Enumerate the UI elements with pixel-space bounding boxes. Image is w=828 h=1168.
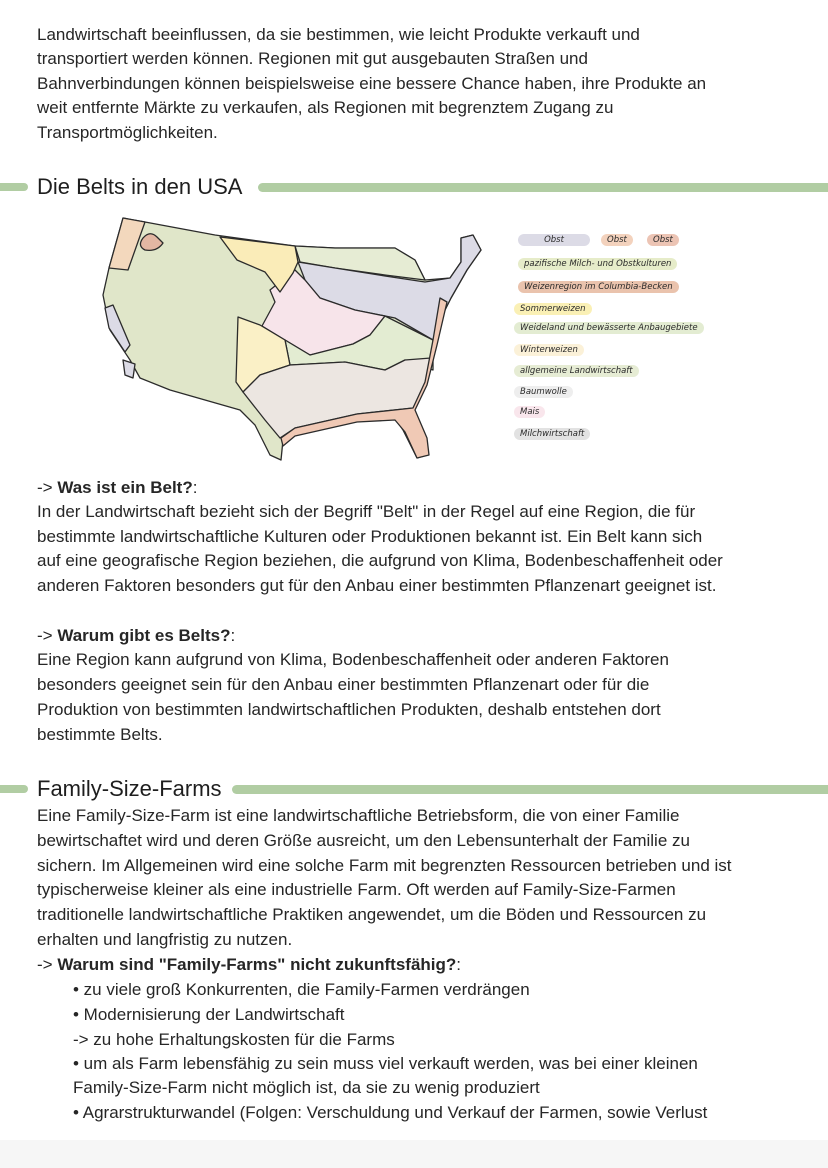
section-heading-belts xyxy=(0,172,828,202)
text-line: transportiert werden können. Regionen mit gut ausgebauten Straßen und xyxy=(37,49,588,68)
legend-item: allgemeine Landwirtschaft xyxy=(514,365,639,377)
legend-item: Mais xyxy=(514,406,545,418)
bullet-item: • Modernisierung der Landwirtschaft xyxy=(73,1005,345,1024)
bullet-item: • Agrarstrukturwandel (Folgen: Verschuldung und Verkauf der Farmen, sowie Verlust xyxy=(73,1103,708,1122)
question-label: Warum sind "Family-Farms" nicht zukunftsfähig? xyxy=(57,955,457,974)
bullet-item: • zu viele groß Konkurrenten, die Family-Farmen verdrängen xyxy=(73,980,530,999)
question-line xyxy=(37,626,235,646)
colon: : xyxy=(230,626,236,645)
text-line: typischerweise kleiner als eine industrielle Farm. Oft werden auf Family-Size-Farmen xyxy=(37,880,676,899)
legend-item: Winterweizen xyxy=(514,344,584,356)
arrow-prefix: -> xyxy=(37,626,58,645)
text-line: bestimmte landwirtschaftliche Kulturen oder Produktionen bekannt ist. Ein Belt kann sich xyxy=(37,527,703,546)
legend-item: Weizenregion im Columbia-Becken xyxy=(518,281,679,293)
legend-obst-3: Obst xyxy=(647,234,679,246)
legend-item: Sommerweizen xyxy=(514,303,592,315)
text-line: besonders geeignet sein für den Anbau einer bestimmten Pflanzenart oder für die xyxy=(37,675,650,694)
text-line: Produktion von bestimmten landwirtschaftlichen Produkten, deshalb entstehen dort xyxy=(37,700,661,719)
text-line: Eine Family-Size-Farm ist eine landwirtschaftliche Betriebsform, die von einer Familie xyxy=(37,806,680,825)
text-line: In der Landwirtschaft bezieht sich der Begriff "Belt" in der Regel auf eine Region, die für xyxy=(37,502,696,521)
bullet-item: • um als Farm lebensfähig zu sein muss viel verkauft werden, was bei einer kleinen xyxy=(73,1054,698,1073)
text-line: erhalten und langfristig zu nutzen. xyxy=(37,930,293,949)
colon: : xyxy=(192,478,198,497)
legend-item: pazifische Milch- und Obstkulturen xyxy=(518,258,677,270)
question-label: Was ist ein Belt? xyxy=(57,478,193,497)
bullet-item: Family-Size-Farm nicht möglich ist, da sie zu wenig produziert xyxy=(73,1078,540,1097)
heading-bar-right xyxy=(258,183,828,192)
arrow-prefix: -> xyxy=(37,478,58,497)
text-line: bewirtschaftet wird und deren Größe ausreicht, um den Lebensunterhalt der Familie zu xyxy=(37,831,690,850)
legend-item: Weideland und bewässerte Anbaugebiete xyxy=(514,322,704,334)
arrow-prefix: -> xyxy=(37,955,58,974)
legend-obst-2: Obst xyxy=(601,234,633,246)
text-line: bestimmte Belts. xyxy=(37,725,163,744)
heading-title: Die Belts in den USA xyxy=(37,174,243,199)
legend-item: Baumwolle xyxy=(514,386,573,398)
legend-obst-1: Obst xyxy=(518,234,590,246)
section-heading-family-farms xyxy=(0,774,828,804)
usa-belts-map xyxy=(95,210,495,465)
question-line xyxy=(37,478,197,498)
text-line: Bahnverbindungen können beispielsweise eine bessere Chance haben, ihre Produkte an xyxy=(37,74,707,93)
colon: : xyxy=(456,955,462,974)
question-label: Warum gibt es Belts? xyxy=(57,626,231,645)
heading-bar-left xyxy=(0,183,28,191)
text-line: traditionelle landwirtschaftliche Praktiken angewendet, um die Böden und Ressourcen zu xyxy=(37,905,707,924)
heading-bar-right xyxy=(232,785,828,794)
heading-title: Family-Size-Farms xyxy=(37,776,222,801)
text-line: sichern. Im Allgemeinen wird eine solche Farm mit begrenzten Ressourcen betrieben und ist xyxy=(37,856,732,875)
bullet-item: -> zu hohe Erhaltungskosten für die Farms xyxy=(73,1030,395,1049)
legend-item: Milchwirtschaft xyxy=(514,428,590,440)
page-bottom-edge xyxy=(0,1140,828,1168)
text-line: auf eine geografische Region beziehen, die aufgrund von Klima, Bodenbeschaffenheit oder xyxy=(37,551,723,570)
heading-bar-left xyxy=(0,785,28,793)
question-line xyxy=(37,955,461,975)
text-line: Landwirtschaft beeinflussen, da sie bestimmen, wie leicht Produkte verkauft und xyxy=(37,25,640,44)
text-line: anderen Faktoren besonders gut für den Anbau einer bestimmten Pflanzenart geeignet ist. xyxy=(37,576,717,595)
text-line: Eine Region kann aufgrund von Klima, Bodenbeschaffenheit oder anderen Faktoren xyxy=(37,650,669,669)
text-line: Transportmöglichkeiten. xyxy=(37,123,218,142)
text-line: weit entfernte Märkte zu verkaufen, als Regionen mit begrenztem Zugang zu xyxy=(37,98,614,117)
